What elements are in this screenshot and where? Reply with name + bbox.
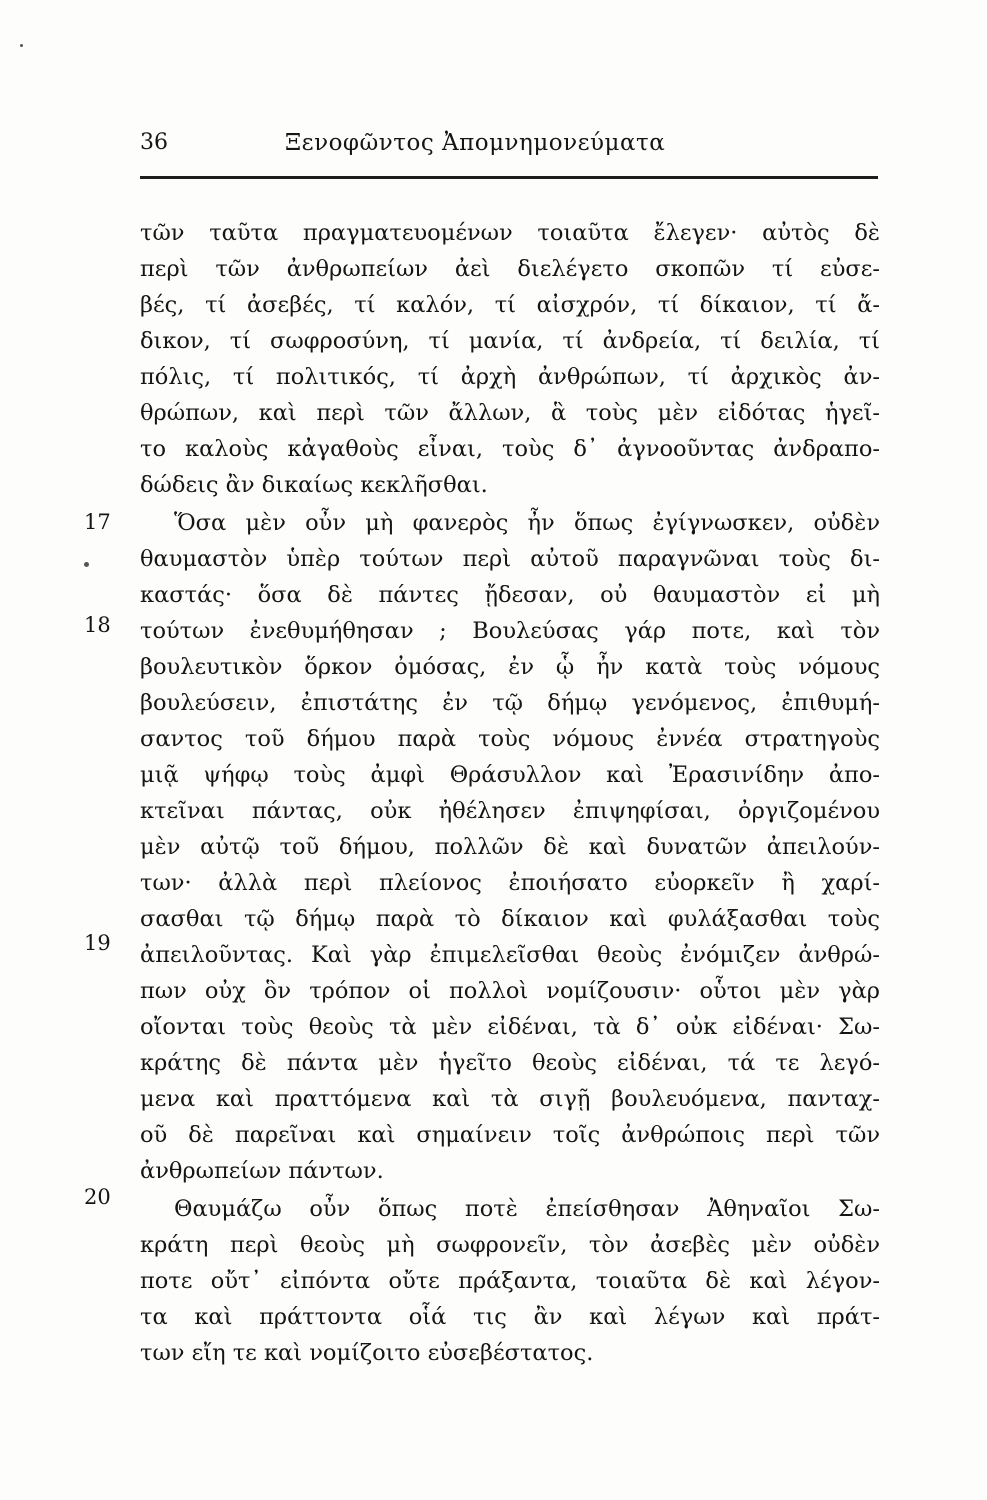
text-line: δικον, τί σωφροσύνη, τί μανία, τί ἀνδρεία, τί δειλία, τί — [140, 328, 880, 354]
text-line: δώδεις ἂν δικαίως κεκλῆσθαι. — [140, 472, 488, 498]
text-line: τῶν ταῦτα πραγματευομένων τοιαῦτα ἔλεγεν· αὐτὸς δὲ — [140, 220, 880, 246]
text-line: θρώπων, καὶ περὶ τῶν ἄλλων, ἃ τοὺς μὲν εἰδότας ἡγεῖ- — [140, 400, 880, 426]
section-number-18: 18 — [84, 613, 111, 637]
text-line: Θαυμάζω οὖν ὅπως ποτὲ ἐπείσθησαν Ἀθηναῖοι Σω- — [174, 1196, 880, 1222]
text-line: κτεῖναι πάντας, οὐκ ἠθέλησεν ἐπιψηφίσαι, ὀργιζομένου — [140, 798, 880, 824]
section-number-17: 17 — [84, 510, 111, 534]
text-line: ποτε οὔτ᾿ εἰπόντα οὔτε πράξαντα, τοιαῦτα δὲ καὶ λέγον- — [140, 1268, 880, 1294]
scan-speck — [84, 562, 89, 567]
text-line: κράτης δὲ πάντα μὲν ἡγεῖτο θεοὺς εἰδέναι, τά τε λεγό- — [140, 1050, 880, 1076]
text-line: το καλοὺς κἀγαθοὺς εἶναι, τοὺς δ᾿ ἀγνοοῦντας ἀνδραπο- — [140, 436, 880, 462]
text-line: καστάς· ὅσα δὲ πάντες ᾔδεσαν, οὐ θαυμαστὸν εἰ μὴ — [140, 582, 880, 608]
text-line: μὲν αὐτῷ τοῦ δήμου, πολλῶν δὲ καὶ δυνατῶν ἀπειλούν- — [140, 834, 880, 860]
text-line: βές, τί ἀσεβές, τί καλόν, τί αἰσχρόν, τί δίκαιον, τί ἄ- — [140, 292, 880, 318]
page-header — [140, 128, 880, 168]
page-number: 36 — [140, 130, 168, 155]
text-line: πων οὐχ ὃν τρόπον οἱ πολλοὶ νομίζουσιν· οὗτοι μὲν γὰρ — [140, 978, 880, 1004]
text-line: οἴονται τοὺς θεοὺς τὰ μὲν εἰδέναι, τὰ δ᾿ οὐκ εἰδέναι· Σω- — [140, 1014, 880, 1040]
text-line: τα καὶ πράττοντα οἷά τις ἂν καὶ λέγων καὶ πράτ- — [140, 1304, 880, 1330]
text-line: κράτη περὶ θεοὺς μὴ σωφρονεῖν, τὸν ἀσεβὲς μὲν οὐδὲν — [140, 1232, 880, 1258]
text-line: οῦ δὲ παρεῖναι καὶ σημαίνειν τοῖς ἀνθρώποις περὶ τῶν — [140, 1122, 880, 1148]
section-number-20: 20 — [84, 1185, 111, 1209]
text-line: πόλις, τί πολιτικός, τί ἀρχὴ ἀνθρώπων, τί ἀρχικὸς ἀν- — [140, 364, 880, 390]
text-line: Ὅσα μὲν οὖν μὴ φανερὸς ἦν ὅπως ἐγίγνωσκεν, οὐδὲν — [174, 510, 880, 536]
text-line: σασθαι τῷ δήμῳ παρὰ τὸ δίκαιον καὶ φυλάξασθαι τοὺς — [140, 906, 880, 932]
text-line: βουλεύσειν, ἐπιστάτης ἐν τῷ δήμῳ γενόμενος, ἐπιθυμή- — [140, 690, 880, 716]
running-title: Ξενοφῶντος Ἀπομνημονεύματα — [285, 130, 666, 156]
text-line: ἀπειλοῦντας. Καὶ γὰρ ἐπιμελεῖσθαι θεοὺς ἐνόμιζεν ἀνθρώ- — [140, 942, 880, 968]
text-line: μενα καὶ πραττόμενα καὶ τὰ σιγῇ βουλευόμενα, πανταχ- — [140, 1086, 880, 1112]
text-line: τούτων ἐνεθυμήθησαν ; Βουλεύσας γάρ ποτε, καὶ τὸν — [140, 618, 880, 644]
text-line: περὶ τῶν ἀνθρωπείων ἀεὶ διελέγετο σκοπῶν τί εὐσε- — [140, 256, 880, 282]
text-line: θαυμαστὸν ὑπὲρ τούτων περὶ αὐτοῦ παραγνῶναι τοὺς δι- — [140, 546, 880, 572]
section-number-19: 19 — [84, 931, 111, 955]
text-line: των εἴη τε καὶ νομίζοιτο εὐσεβέστατος. — [140, 1340, 594, 1366]
text-line: βουλευτικὸν ὅρκον ὀμόσας, ἐν ᾧ ἦν κατὰ τοὺς νόμους — [140, 654, 880, 680]
text-line: σαντος τοῦ δήμου παρὰ τοὺς νόμους ἐννέα στρατηγοὺς — [140, 726, 880, 752]
scan-speck — [20, 44, 23, 47]
header-rule — [140, 176, 878, 179]
text-line: ἀνθρωπείων πάντων. — [140, 1158, 384, 1184]
text-line: των· ἀλλὰ περὶ πλείονος ἐποιήσατο εὐορκεῖν ἢ χαρί- — [140, 870, 880, 896]
text-line: μιᾷ ψήφῳ τοὺς ἀμφὶ Θράσυλλον καὶ Ἐρασινίδην ἀπο- — [140, 762, 880, 788]
